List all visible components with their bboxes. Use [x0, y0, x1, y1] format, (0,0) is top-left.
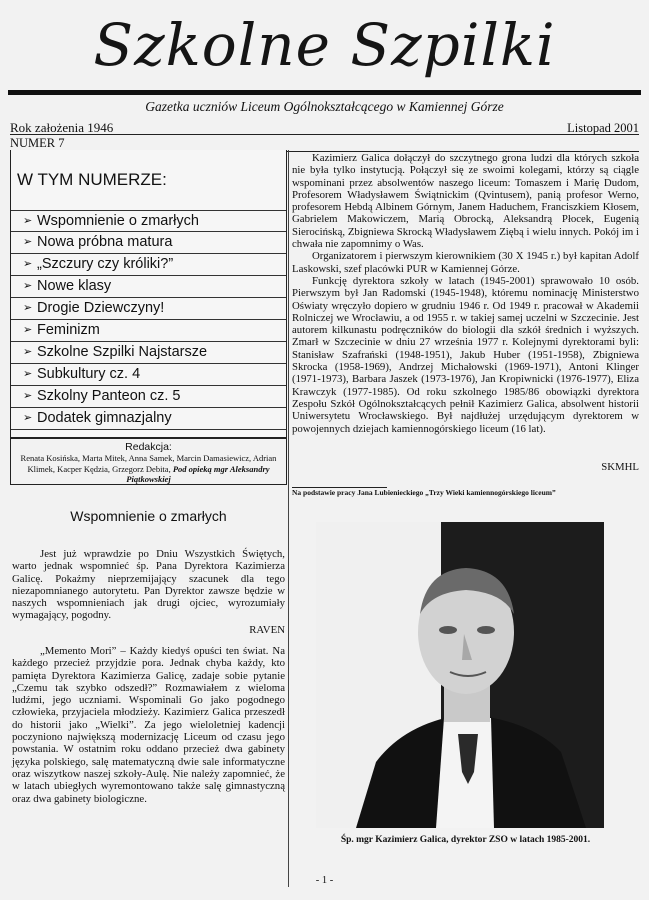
- history-article: [292, 152, 639, 435]
- article-paragraph: „Memento Mori” – Każdy kiedyś opuści ten świat. Na każdego przecież przyjdzie pora. Jednak chyba każdy, kto pamięta Dyrektora Kazimierza Galicę, zadaje sobie pytanie „Czemu tak szybko odszedł?” Rozmawiałem z wieloma ludźmi, jego uczniami. Wspominali Go jako pogodnego człowieka, przyjaciela młodzieży. Kazimierz Galica przeszedł do historii jako „Wielki”. Za jego wieloletniej kadencji poczyniono największą modernizację Liceum od czasu jego powstania. W ostatnim roku oddano przecież dwa gabinety języka polskiego, salę matematyczną dwie sale informatyczne oraz wiszytkow naszej szkoły-Aulę. Nie należy zapomnieć, że w latach ubiegłych wyremontowano także salę gimnastyczną oraz dwa gabinety biologiczne.: [12, 645, 285, 805]
- editorial-title: Redakcja:: [125, 441, 172, 453]
- arrow-bullet-icon: ➢: [23, 258, 33, 270]
- source-note: Na podstawie pracy Jana Lubienieckiego „Trzy Wieki kamiennogórskiego liceum”: [292, 488, 556, 497]
- toc-item-label: Dodatek gimnazjalny: [37, 410, 172, 426]
- portrait-photo: [316, 522, 604, 828]
- toc-item-label: Wspomnienie o zmarłych: [37, 213, 199, 229]
- toc-item-label: Szkolny Panteon cz. 5: [37, 388, 181, 404]
- toc-item-label: Szkolne Szpilki Najstarsze: [37, 344, 208, 360]
- page-number: - 1 -: [315, 875, 334, 886]
- toc-item[interactable]: [11, 298, 286, 320]
- issue-date: Listopad 2001: [567, 121, 639, 135]
- toc-item[interactable]: [11, 364, 286, 386]
- editorial-names: Renata Kosińska, Marta Mitek, Anna Samek, Marcin Damasiewicz, Adrian Klimek, Kacper Kędzia, Grzegorz Debita,: [20, 453, 277, 474]
- toc-item[interactable]: [11, 232, 286, 254]
- founded-year: Rok założenia 1946: [10, 120, 114, 135]
- arrow-bullet-icon: ➢: [23, 302, 33, 314]
- toc-item[interactable]: [11, 276, 286, 298]
- toc-item-label: Feminizm: [37, 322, 100, 338]
- toc-heading: W TYM NUMERZE:: [17, 170, 167, 189]
- photo-caption: Śp. mgr Kazimierz Galica, dyrektor ZSO w latach 1985-2001.: [340, 835, 591, 845]
- arrow-bullet-icon: ➢: [23, 346, 33, 358]
- toc-item-label: „Szczury czy króliki?”: [37, 256, 174, 272]
- arrow-bullet-icon: ➢: [23, 390, 33, 402]
- toc-item-label: Subkultury cz. 4: [37, 366, 141, 382]
- newspaper-subtitle: Gazetka uczniów Liceum Ogólnokształcącego w Kamiennej Górze: [145, 99, 504, 114]
- arrow-bullet-icon: ➢: [23, 412, 33, 424]
- article-paragraph: Jest już wprawdzie po Dniu Wszystkich Świętych, warto jednak wspomnieć śp. Pana Dyrektora Kazimierza Galicę. Pokażmy nieprzemijający szacunek dla tego niezapomnianego autorytetu. Pan Dyrektor zawsze będzie w naszych wspomnieniach jak drugi ojciec, wyrozumiały wymagający, pogodny.: [12, 548, 285, 622]
- toc-list: [11, 210, 286, 430]
- article-signature: RAVEN: [249, 624, 285, 636]
- toc-item-label: Nowa próbna matura: [37, 234, 173, 250]
- portrait-illustration: [316, 522, 604, 828]
- toc-item[interactable]: [11, 210, 286, 232]
- table-of-contents: [10, 150, 287, 438]
- arrow-bullet-icon: ➢: [23, 280, 33, 292]
- arrow-bullet-icon: ➢: [23, 368, 33, 380]
- article-paragraph: Kazimierz Galica dołączył do szczytnego grona ludzi dla których szkoła nie była tylko instytucją. Połączył się ze swoimi kolegami, którzy są ciągle wspominani przez absolwentów naszego liceum: Tomaszem i Marię Dudom, Profesorem Władysławem Świątnickim (Qvintusem), panią profesor Werno, profesorem Hebdą Albinem Górnym, Janem Haduchem, Franciszkiem Kłosem, Gabrielem Makowiczem, Marią Obrocką, Aleksandrą Płocek, Eugenią Sierocińską, Zbigniewa Skrocką Władysławem Ziębą i wielu innych. Pokój im i chwała nie zapomnimy o Was.: [292, 152, 639, 251]
- editorial-staff: [11, 453, 286, 485]
- toc-item[interactable]: [11, 408, 286, 430]
- arrow-bullet-icon: ➢: [23, 215, 33, 227]
- toc-item-label: Drogie Dziewczyny!: [37, 300, 165, 316]
- toc-item-label: Nowe klasy: [37, 278, 112, 294]
- issue-number: NUMER 7: [10, 136, 65, 150]
- arrow-bullet-icon: ➢: [23, 324, 33, 336]
- toc-item[interactable]: [11, 254, 286, 276]
- article-paragraph: Funkcję dyrektora szkoły w latach (1945-2001) sprawowało 10 osób. Pierwszym był Jan Radomski (1945-1948), któremu nominację Ministerstwo Oświaty wręczyło dopiero w grudniu 1946 r. Od 1949 r. pracował w Akademii Rolniczej we Wrocławiu, a od 1955 r. w takiej samej uczelni w Szczecinie. Jest autorem kilkunastu podręczników do biologii dla szkół średnich i wyższych. Zmarł w Szczecinie w dniu 27 września 1977 r. Kolejnymi dyrektorami byli: Stanisław Szafrański (1948-1951), Jakub Huber (1951-1958), Zbigniewa Skrocka (1958-1969), Andrzej Michałowski (1969-1971), Antoni Klinger (1971-1973), Barbara Jaszek (1973-1976), Jan Kropiwnicki (1976-1977), Eliza Krawczyk (1977-1985). Od roku szkolnego 1985/86 obowiązki dyrektora Zespołu Szkół Ogólnokształcących pełnił Kazimierz Galica, absolwent historii Uniwersytetu Wrocławskiego. Był najdłużej urzędującym dyrektorem w powojennych dziejach kamiennogórskiego liceum (16 lat).: [292, 274, 639, 435]
- newspaper-title: Szkolne Szpilki: [93, 11, 556, 79]
- column-divider: [288, 150, 289, 887]
- editorial-box: [10, 438, 287, 485]
- article-signature: SKMHL: [601, 461, 639, 473]
- editorial-supervisor: Pod opieką mgr Aleksandry Piątkowskiej: [126, 463, 270, 484]
- toc-item[interactable]: [11, 342, 286, 364]
- toc-item[interactable]: [11, 386, 286, 408]
- article-title: Wspomnienie o zmarłych: [70, 508, 227, 524]
- arrow-bullet-icon: ➢: [23, 236, 33, 248]
- masthead-rule: [8, 90, 641, 95]
- article-paragraph: Organizatorem i pierwszym kierownikiem (30 X 1945 r.) był kapitan Adolf Laskowski, szef placówki PUR w Kamiennej Górze.: [292, 250, 639, 275]
- toc-item[interactable]: [11, 320, 286, 342]
